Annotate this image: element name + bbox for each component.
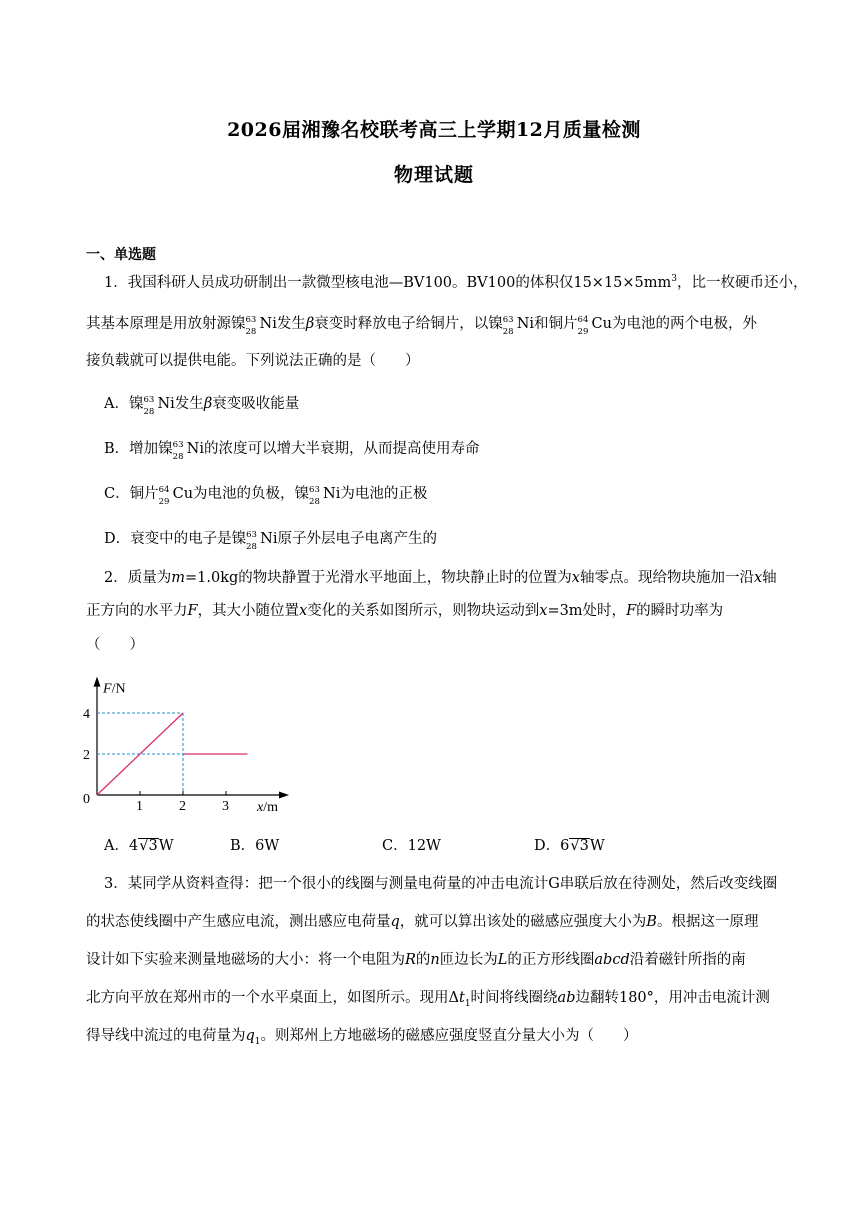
exam-subject: 物理试题 <box>393 164 474 186</box>
y-tick-label: 4 <box>83 707 90 722</box>
q2-line-3: （ ） <box>86 637 144 653</box>
force-position-chart <box>72 660 292 820</box>
q1-option-c[interactable]: C．铜片 64 29 Cu为电池的负极，镍 63 28 Ni为电池的正极 <box>104 485 428 507</box>
exam-title: 2026届湘豫名校联考高三上学期12月质量检测 <box>227 119 641 141</box>
q2-option-a[interactable]: A．4√3W <box>104 838 174 854</box>
x-tick-label: 1 <box>136 799 143 814</box>
q3-line-3: 设计如下实验来测量地磁场的大小：将一个电阻为R的n匝边长为L的正方形线圈abcd沿着磁针所指的南 <box>86 952 746 968</box>
q1-line-3: 接负载就可以提供电能。下列说法正确的是（ ） <box>86 353 420 369</box>
q1-line-2: 其基本原理是用放射源镍 63 28 Ni发生β衰变时释放电子给铜片，以镍 63 28 Ni和铜片 64 29 Cu为电池的两个电极，外 <box>86 315 757 337</box>
q1-option-d[interactable]: D．衰变中的电子是镍 63 28 Ni原子外层电子电离产生的 <box>104 530 437 552</box>
q2-option-b[interactable]: B．6W <box>230 838 280 854</box>
q3-line-1: 3．某同学从资料查得：把一个很小的线圈与测量电荷量的冲击电流计G串联后放在待测处，然后改变线圈 <box>104 876 778 892</box>
q1-line-1: 1．我国科研人员成功研制出一款微型核电池—BV100。BV100的体积仅$15\times 15\times 5mm^3$，比一枚硬币还小， <box>104 274 808 291</box>
q2-line-2: 正方向的水平力F，其大小随位置x变化的关系如图所示，则物块运动到x=3m处时，F的瞬时功率为 <box>86 603 724 619</box>
q3-line-2: 的状态使线圈中产生感应电流，测出感应电荷量q，就可以算出该处的磁感应强度大小为B。根据这一原理 <box>86 914 759 930</box>
x-tick-label: 2 <box>179 799 186 814</box>
sqrt-sign: √3 <box>570 838 589 854</box>
q3-line-5: 得导线中流过的电荷量为$q_1$。则郑州上方地磁场的磁感应强度竖直分量大小为（ ） <box>86 1028 638 1047</box>
y-tick-label: 2 <box>83 748 90 763</box>
y-axis-arrow <box>94 677 101 687</box>
x-axis-label: x/m <box>257 800 278 815</box>
q1-option-b[interactable]: B．增加镍 63 28 Ni的浓度可以增大半衰期，从而提高使用寿命 <box>104 440 480 462</box>
y-axis-label: F/N <box>103 681 126 697</box>
q3-line-4: 北方向平放在郑州市的一个水平桌面上，如图所示。现用$\Delta t_1$时间将线圈绕ab边翻转180°，用冲击电流计测 <box>86 990 770 1009</box>
x-axis-arrow <box>279 792 289 799</box>
origin-label: 0 <box>83 792 90 807</box>
x-tick-label: 3 <box>222 799 229 814</box>
q2-option-d[interactable]: D．6√3W <box>534 838 605 854</box>
sqrt-sign: √3 <box>139 838 158 854</box>
section-heading: 一、单选题 <box>86 247 156 263</box>
q2-option-c[interactable]: C．12W <box>382 838 441 854</box>
q1-option-a[interactable]: A．镍 63 28 Ni发生β衰变吸收能量 <box>104 395 300 417</box>
q2-line-1: 2．质量为m=1.0kg的物块静置于光滑水平地面上，物块静止时的位置为x轴零点。现给物块施加一沿x轴 <box>104 570 777 586</box>
